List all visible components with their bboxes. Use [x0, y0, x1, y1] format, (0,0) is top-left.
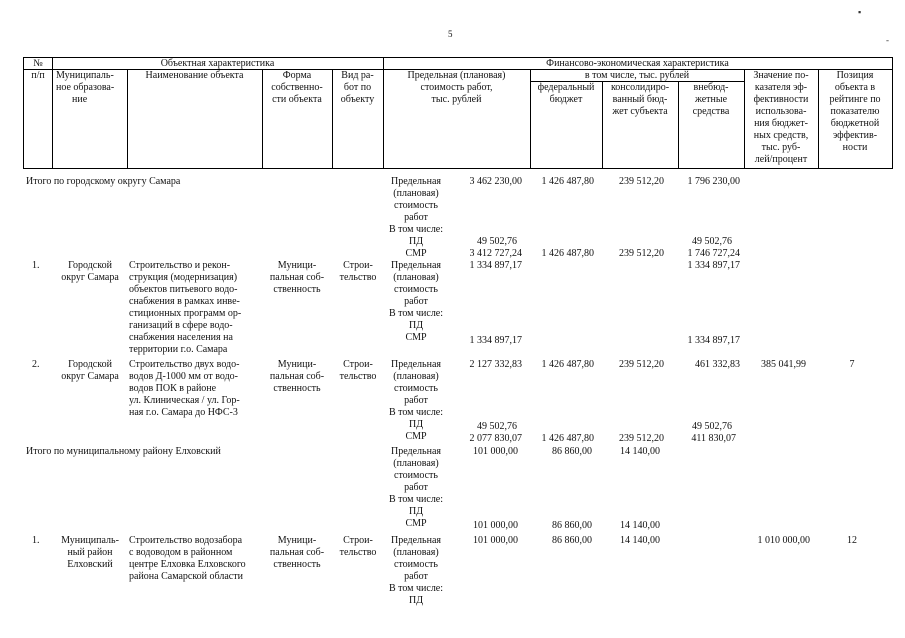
row-work-type: Строи- тельство [339, 359, 377, 382]
cost-labels: Предельная (плановая) стоимость работ В том числе: ПД СМР [388, 446, 444, 529]
header-consolidated: консолидиро- ванный бюд- жет субъекта [610, 82, 670, 117]
smr-consolidated: 14 140,00 [620, 520, 660, 531]
row-number: 2. [32, 359, 40, 370]
smr-extrabudget: 1 334 897,17 [687, 335, 740, 346]
smr-federal: 1 426 487,80 [541, 433, 594, 444]
header-limit-cost: Предельная (плановая) стоимость работ, тыс. рублей [407, 70, 506, 105]
efficiency-value: 1 010 000,00 [757, 535, 810, 546]
smr-extrabudget: 411 830,07 [691, 433, 736, 444]
extrabudget-value: 461 332,83 [695, 359, 740, 370]
smr-federal: 86 860,00 [552, 520, 592, 531]
scan-speck: ▪ [858, 7, 862, 17]
table-header [23, 57, 893, 169]
row-work-type: Строи- тельство [339, 260, 377, 283]
row-ownership: Муници- пальная соб- ственность [269, 359, 325, 394]
scan-speck: - [886, 35, 889, 45]
extrabudget-value: 1 334 897,17 [687, 260, 740, 271]
total-cost: 2 127 332,83 [469, 359, 522, 370]
total-label-elkhovsky: Итого по муниципальному району Елховский [26, 446, 221, 457]
header-efficiency: Значение по- казателя эф- фективности использова- ния бюджет- ных средств, тыс. руб- лей/процент [753, 70, 809, 165]
header-object-group: Объектная характеристика [160, 58, 275, 69]
consolidated-value: 14 140,00 [620, 535, 660, 546]
rating-position: 12 [847, 535, 857, 546]
row-ownership: Муници- пальная соб- ственность [269, 535, 325, 570]
smr-total: 101 000,00 [473, 520, 518, 531]
header-municipal: Муниципаль- ное образова- ние [56, 70, 115, 105]
pd-total: 49 502,76 [477, 421, 517, 432]
smr-federal: 1 426 487,80 [541, 248, 594, 259]
federal-value: 86 860,00 [552, 446, 592, 457]
federal-value: 1 426 487,80 [541, 359, 594, 370]
total-cost: 3 462 230,00 [469, 176, 522, 187]
consolidated-value: 239 512,20 [619, 359, 664, 370]
row-object-name: Строительство водозабора с водоводом в районном центре Елховка Елховского района Самарской области [129, 535, 246, 582]
row-ownership: Муници- пальная соб- ственность [269, 260, 325, 295]
smr-total: 3 412 727,24 [469, 248, 522, 259]
header-rating: Позиция объекта в рейтинге по показателю бюджетной эффектив- ности [829, 70, 881, 153]
rating-position: 7 [849, 359, 855, 370]
federal-value: 86 860,00 [552, 535, 592, 546]
smr-total: 1 334 897,17 [469, 335, 522, 346]
row-municipal: Муниципаль- ный район Елховский [61, 535, 119, 570]
cost-labels: Предельная (плановая) стоимость работ В том числе: ПД [388, 535, 444, 606]
efficiency-value: 385 041,99 [761, 359, 806, 370]
pd-extrabudget: 49 502,76 [692, 421, 732, 432]
row-municipal: Городской округ Самара [61, 260, 119, 283]
row-object-name: Строительство двух водо- водов Д-1000 мм от водо- водов ПОК в районе ул. Клиническая / ул. Гор- ная г.о. Самара до НФС-3 [129, 359, 240, 418]
row-object-name: Строительство и рекон- струкция (модернизация) объектов питьевого водо- снабжения в рамках инве- стиционных программ ор- ганизаций в сфере водо- снабжения населения на территории г.о. Самара [129, 260, 242, 355]
header-federal: федеральный бюджет [537, 82, 595, 105]
smr-consolidated: 239 512,20 [619, 248, 664, 259]
smr-total: 2 077 830,07 [469, 433, 522, 444]
header-object-name: Наименование объекта [145, 70, 244, 81]
pd-extrabudget: 49 502,76 [692, 236, 732, 247]
cost-labels: Предельная (плановая) стоимость работ В том числе: ПД СМР [388, 260, 444, 343]
header-work-type: Вид ра- бот по объекту [340, 70, 375, 105]
smr-consolidated: 239 512,20 [619, 433, 664, 444]
row-number: 1. [32, 260, 40, 271]
row-number: 1. [32, 535, 40, 546]
header-ownership: Форма собственно- сти объекта [271, 70, 323, 105]
total-label-samara: Итого по городскому округу Самара [26, 176, 181, 187]
cost-labels: Предельная (плановая) стоимость работ В том числе: ПД СМР [388, 359, 444, 442]
pd-total: 49 502,76 [477, 236, 517, 247]
total-cost: 101 000,00 [473, 446, 518, 457]
header-num2: п/п [31, 70, 45, 81]
row-municipal: Городской округ Самара [61, 359, 119, 382]
cost-labels: Предельная (плановая) стоимость работ В том числе: ПД СМР [388, 176, 444, 259]
row-work-type: Строи- тельство [339, 535, 377, 558]
header-num: № [33, 58, 43, 69]
consolidated-value: 14 140,00 [620, 446, 660, 457]
header-extrabudget: внебюд- жетные средства [692, 82, 730, 117]
consolidated-value: 239 512,20 [619, 176, 664, 187]
federal-value: 1 426 487,80 [541, 176, 594, 187]
smr-extrabudget: 1 746 727,24 [687, 248, 740, 259]
header-including: в том числе, тыс. рублей [584, 70, 690, 81]
header-finance-group: Финансово-экономическая характеристика [546, 58, 729, 69]
total-cost: 101 000,00 [473, 535, 518, 546]
total-cost: 1 334 897,17 [469, 260, 522, 271]
page-number: 5 [448, 29, 453, 39]
extrabudget-value: 1 796 230,00 [687, 176, 740, 187]
